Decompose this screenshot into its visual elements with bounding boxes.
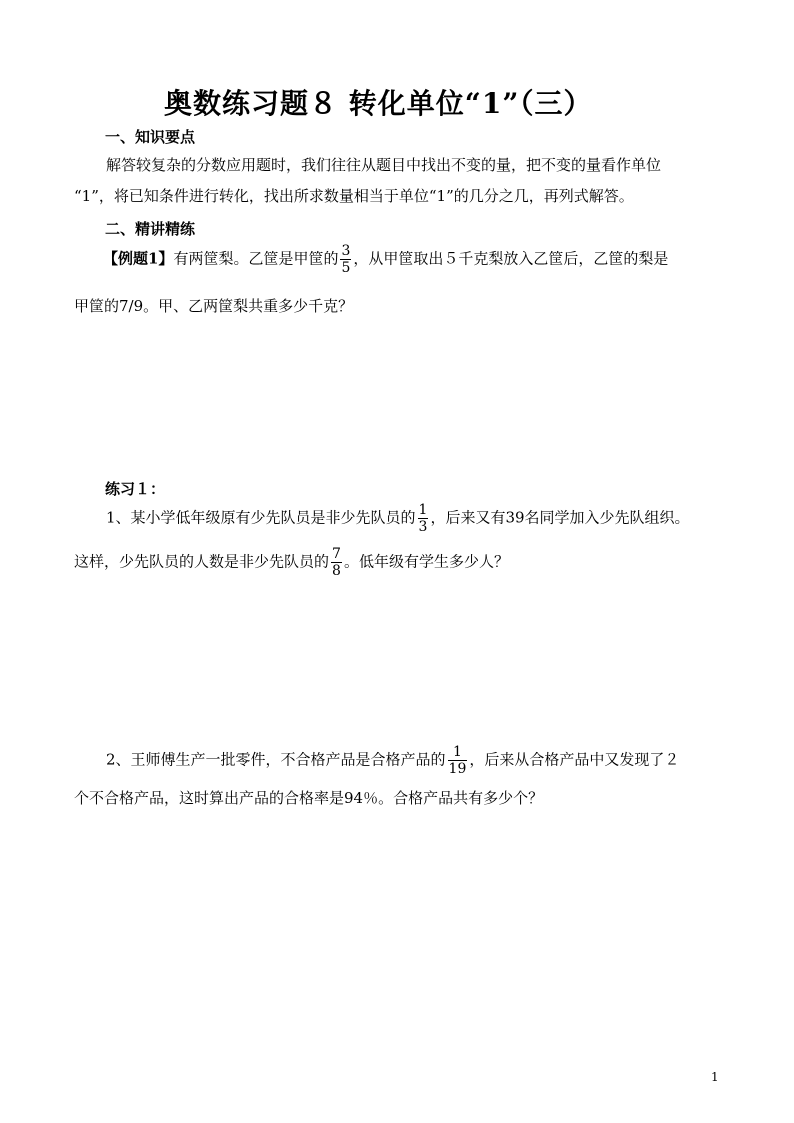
practice-q2-line1 [106,744,679,777]
q1-text-c: 这样，少先队员的人数是非少先队员的 [74,552,330,571]
example-label: 【例题1】 [103,249,174,268]
example-text-b: ，从甲筐取出５千克梨放入乙筐后，乙筐的梨是 [353,249,669,268]
fraction-1-19 [448,744,468,777]
q1-text-d: 。低年级有学生多少人？ [343,552,509,571]
fraction-1-3 [418,502,429,535]
fraction-numerator: 3 [341,243,351,259]
q1-text-a: 1、某小学低年级原有少先队员是非少先队员的 [106,508,416,527]
practice-q1-line1 [106,502,690,535]
page-number: 1 [711,1070,719,1084]
page-title: 奥数练习题８ 转化单位“1”（三） [164,87,593,120]
practice-q1-line2 [74,546,509,579]
fraction-denominator: 3 [418,519,428,535]
knowledge-paragraph-line1: 解答较复杂的分数应用题时，我们往往从题目中找出不变的量，把不变的量看作单位 [106,156,662,174]
practice-heading: 练习１： [105,480,166,498]
example-1-line2: 甲筐的7/9。甲、乙两筐梨共重多少千克？ [74,297,354,315]
example-1-line1 [103,243,668,276]
section-heading-knowledge: 一、知识要点 [105,128,196,146]
fraction-numerator: 1 [418,502,428,518]
fraction-7-8 [331,546,342,579]
q2-text-b: ，后来从合格产品中又发现了２ [469,750,680,769]
fraction-3-5 [340,243,351,276]
q1-text-b: ，后来又有39名同学加入少先队组织。 [430,508,690,527]
fraction-numerator: 1 [453,744,462,760]
fraction-numerator: 7 [332,546,341,562]
example-text-a: 有两筐梨。乙筐是甲筐的 [173,249,339,268]
fraction-denominator: 5 [341,260,351,276]
fraction-denominator: 19 [448,761,467,777]
knowledge-paragraph-line2: “1”，将已知条件进行转化，找出所求数量相当于单位“1”的几分之几，再列式解答。 [74,187,634,205]
q2-text-a: 2、王师傅生产一批零件，不合格产品是合格产品的 [106,750,446,769]
section-heading-lecture: 二、精讲精练 [105,220,196,238]
fraction-denominator: 8 [332,563,341,579]
practice-q2-line2: 个不合格产品，这时算出产品的合格率是94％。合格产品共有多少个？ [74,789,544,807]
